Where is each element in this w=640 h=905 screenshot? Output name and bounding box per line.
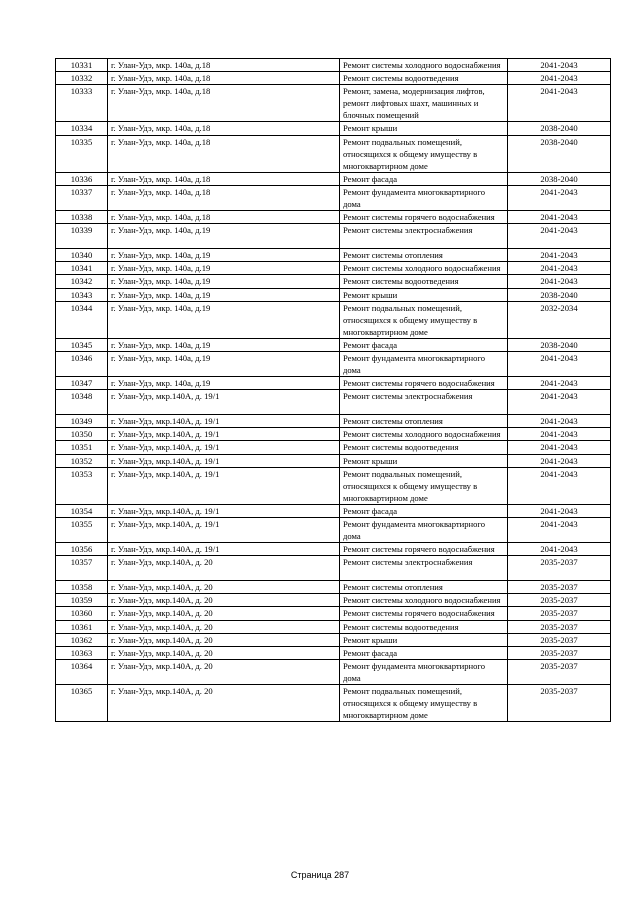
address-cell: г. Улан-Удэ, мкр. 140а, д.18 — [108, 211, 340, 224]
row-number: 10334 — [56, 122, 108, 135]
period-cell: 2041-2043 — [508, 59, 611, 72]
work-type-cell: Ремонт фасада — [340, 338, 508, 351]
period-cell: 2041-2043 — [508, 377, 611, 390]
table-row — [56, 467, 611, 504]
work-type-cell: Ремонт крыши — [340, 454, 508, 467]
period-cell: 2035-2037 — [508, 633, 611, 646]
address-cell: г. Улан-Удэ, мкр. 140а, д.19 — [108, 262, 340, 275]
work-type-cell: Ремонт системы горячего водоснабжения — [340, 607, 508, 620]
table-row — [56, 122, 611, 135]
table-row — [56, 85, 611, 122]
period-cell: 2041-2043 — [508, 72, 611, 85]
address-cell: г. Улан-Удэ, мкр. 140а, д.19 — [108, 275, 340, 288]
address-cell: г. Улан-Удэ, мкр. 140а, д.19 — [108, 224, 340, 249]
row-number: 10332 — [56, 72, 108, 85]
row-number: 10341 — [56, 262, 108, 275]
table-row — [56, 504, 611, 517]
work-type-cell: Ремонт подвальных помещений, относящихся к общему имуществу в многоквартирном доме — [340, 301, 508, 338]
work-type-cell: Ремонт системы водоотведения — [340, 72, 508, 85]
row-number: 10335 — [56, 135, 108, 172]
row-number: 10337 — [56, 185, 108, 210]
page-number: Страница 287 — [290, 870, 350, 880]
period-cell: 2041-2043 — [508, 390, 611, 415]
work-type-cell: Ремонт системы холодного водоснабжения — [340, 594, 508, 607]
period-cell: 2041-2043 — [508, 85, 611, 122]
table-row — [56, 390, 611, 415]
address-cell: г. Улан-Удэ, мкр.140А, д. 19/1 — [108, 428, 340, 441]
table-row — [56, 543, 611, 556]
address-cell: г. Улан-Удэ, мкр.140А, д. 19/1 — [108, 467, 340, 504]
work-type-cell: Ремонт системы электроснабжения — [340, 390, 508, 415]
period-cell: 2041-2043 — [508, 262, 611, 275]
work-type-cell: Ремонт подвальных помещений, относящихся к общему имуществу в многоквартирном доме — [340, 685, 508, 722]
period-cell: 2038-2040 — [508, 338, 611, 351]
period-cell: 2041-2043 — [508, 224, 611, 249]
period-cell: 2041-2043 — [508, 185, 611, 210]
row-number: 10363 — [56, 646, 108, 659]
row-number: 10355 — [56, 518, 108, 543]
row-number: 10358 — [56, 581, 108, 594]
address-cell: г. Улан-Удэ, мкр.140А, д. 20 — [108, 659, 340, 684]
row-number: 10357 — [56, 556, 108, 581]
table-row — [56, 659, 611, 684]
address-cell: г. Улан-Удэ, мкр. 140а, д.18 — [108, 185, 340, 210]
work-type-cell: Ремонт системы отопления — [340, 415, 508, 428]
period-cell: 2041-2043 — [508, 467, 611, 504]
row-number: 10342 — [56, 275, 108, 288]
work-type-cell: Ремонт крыши — [340, 633, 508, 646]
row-number: 10349 — [56, 415, 108, 428]
table-row — [56, 556, 611, 581]
work-type-cell: Ремонт, замена, модернизация лифтов, ремонт лифтовых шахт, машинных и блочных помещений — [340, 85, 508, 122]
table-row — [56, 301, 611, 338]
table-row — [56, 185, 611, 210]
period-cell: 2041-2043 — [508, 543, 611, 556]
period-cell: 2035-2037 — [508, 646, 611, 659]
row-number: 10362 — [56, 633, 108, 646]
row-number: 10361 — [56, 620, 108, 633]
period-cell: 2041-2043 — [508, 211, 611, 224]
repair-schedule-table — [55, 58, 611, 722]
address-cell: г. Улан-Удэ, мкр. 140а, д.18 — [108, 172, 340, 185]
period-cell: 2035-2037 — [508, 685, 611, 722]
table-row — [56, 415, 611, 428]
work-type-cell: Ремонт фасада — [340, 172, 508, 185]
period-cell: 2032-2034 — [508, 301, 611, 338]
table-row — [56, 211, 611, 224]
work-type-cell: Ремонт системы водоотведения — [340, 275, 508, 288]
table-row — [56, 685, 611, 722]
period-cell: 2035-2037 — [508, 659, 611, 684]
work-type-cell: Ремонт системы холодного водоснабжения — [340, 59, 508, 72]
work-type-cell: Ремонт системы электроснабжения — [340, 556, 508, 581]
table-row — [56, 262, 611, 275]
address-cell: г. Улан-Удэ, мкр.140А, д. 19/1 — [108, 441, 340, 454]
work-type-cell: Ремонт фундамента многоквартирного дома — [340, 659, 508, 684]
table-row — [56, 454, 611, 467]
period-cell: 2041-2043 — [508, 441, 611, 454]
work-type-cell: Ремонт системы горячего водоснабжения — [340, 377, 508, 390]
period-cell: 2041-2043 — [508, 454, 611, 467]
row-number: 10351 — [56, 441, 108, 454]
address-cell: г. Улан-Удэ, мкр.140А, д. 20 — [108, 685, 340, 722]
work-type-cell: Ремонт подвальных помещений, относящихся к общему имуществу в многоквартирном доме — [340, 467, 508, 504]
work-type-cell: Ремонт системы отопления — [340, 581, 508, 594]
row-number: 10353 — [56, 467, 108, 504]
period-cell: 2038-2040 — [508, 288, 611, 301]
row-number: 10360 — [56, 607, 108, 620]
address-cell: г. Улан-Удэ, мкр.140А, д. 19/1 — [108, 454, 340, 467]
row-number: 10365 — [56, 685, 108, 722]
row-number: 10359 — [56, 594, 108, 607]
address-cell: г. Улан-Удэ, мкр.140А, д. 20 — [108, 620, 340, 633]
address-cell: г. Улан-Удэ, мкр.140А, д. 19/1 — [108, 543, 340, 556]
row-number: 10364 — [56, 659, 108, 684]
table-row — [56, 441, 611, 454]
row-number: 10333 — [56, 85, 108, 122]
row-number: 10345 — [56, 338, 108, 351]
address-cell: г. Улан-Удэ, мкр. 140а, д.19 — [108, 377, 340, 390]
period-cell: 2035-2037 — [508, 594, 611, 607]
period-cell: 2041-2043 — [508, 351, 611, 376]
row-number: 10343 — [56, 288, 108, 301]
address-cell: г. Улан-Удэ, мкр. 140а, д.18 — [108, 122, 340, 135]
table-row — [56, 351, 611, 376]
period-cell: 2041-2043 — [508, 504, 611, 517]
address-cell: г. Улан-Удэ, мкр. 140а, д.18 — [108, 85, 340, 122]
row-number: 10331 — [56, 59, 108, 72]
work-type-cell: Ремонт фасада — [340, 504, 508, 517]
table-row — [56, 377, 611, 390]
work-type-cell: Ремонт фундамента многоквартирного дома — [340, 518, 508, 543]
table-row — [56, 249, 611, 262]
address-cell: г. Улан-Удэ, мкр.140А, д. 20 — [108, 607, 340, 620]
address-cell: г. Улан-Удэ, мкр.140А, д. 20 — [108, 633, 340, 646]
row-number: 10336 — [56, 172, 108, 185]
work-type-cell: Ремонт крыши — [340, 122, 508, 135]
row-number: 10338 — [56, 211, 108, 224]
address-cell: г. Улан-Удэ, мкр. 140а, д.19 — [108, 301, 340, 338]
table-row — [56, 224, 611, 249]
row-number: 10348 — [56, 390, 108, 415]
table-body — [56, 59, 611, 722]
table-row — [56, 633, 611, 646]
table-row — [56, 72, 611, 85]
period-cell: 2038-2040 — [508, 135, 611, 172]
period-cell: 2035-2037 — [508, 581, 611, 594]
table-row — [56, 620, 611, 633]
address-cell: г. Улан-Удэ, мкр. 140а, д.19 — [108, 338, 340, 351]
row-number: 10344 — [56, 301, 108, 338]
address-cell: г. Улан-Удэ, мкр.140А, д. 19/1 — [108, 504, 340, 517]
address-cell: г. Улан-Удэ, мкр. 140а, д.18 — [108, 135, 340, 172]
work-type-cell: Ремонт крыши — [340, 288, 508, 301]
table-row — [56, 59, 611, 72]
work-type-cell: Ремонт системы отопления — [340, 249, 508, 262]
period-cell: 2041-2043 — [508, 415, 611, 428]
work-type-cell: Ремонт системы электроснабжения — [340, 224, 508, 249]
row-number: 10347 — [56, 377, 108, 390]
row-number: 10346 — [56, 351, 108, 376]
table-row — [56, 288, 611, 301]
work-type-cell: Ремонт фасада — [340, 646, 508, 659]
work-type-cell: Ремонт системы водоотведения — [340, 441, 508, 454]
period-cell: 2041-2043 — [508, 428, 611, 441]
address-cell: г. Улан-Удэ, мкр.140А, д. 20 — [108, 556, 340, 581]
address-cell: г. Улан-Удэ, мкр.140А, д. 19/1 — [108, 415, 340, 428]
address-cell: г. Улан-Удэ, мкр.140А, д. 20 — [108, 594, 340, 607]
period-cell: 2035-2037 — [508, 607, 611, 620]
table-row — [56, 172, 611, 185]
address-cell: г. Улан-Удэ, мкр.140А, д. 20 — [108, 646, 340, 659]
row-number: 10350 — [56, 428, 108, 441]
table-row — [56, 135, 611, 172]
period-cell: 2041-2043 — [508, 275, 611, 288]
address-cell: г. Улан-Удэ, мкр.140А, д. 20 — [108, 581, 340, 594]
period-cell: 2041-2043 — [508, 518, 611, 543]
row-number: 10340 — [56, 249, 108, 262]
work-type-cell: Ремонт системы горячего водоснабжения — [340, 543, 508, 556]
work-type-cell: Ремонт системы холодного водоснабжения — [340, 262, 508, 275]
address-cell: г. Улан-Удэ, мкр.140А, д. 19/1 — [108, 518, 340, 543]
period-cell: 2035-2037 — [508, 620, 611, 633]
work-type-cell: Ремонт фундамента многоквартирного дома — [340, 185, 508, 210]
work-type-cell: Ремонт системы водоотведения — [340, 620, 508, 633]
table-row — [56, 581, 611, 594]
address-cell: г. Улан-Удэ, мкр. 140а, д.19 — [108, 288, 340, 301]
work-type-cell: Ремонт системы горячего водоснабжения — [340, 211, 508, 224]
period-cell: 2038-2040 — [508, 122, 611, 135]
address-cell: г. Улан-Удэ, мкр.140А, д. 19/1 — [108, 390, 340, 415]
address-cell: г. Улан-Удэ, мкр. 140а, д.18 — [108, 72, 340, 85]
table-row — [56, 338, 611, 351]
work-type-cell: Ремонт подвальных помещений, относящихся к общему имуществу в многоквартирном доме — [340, 135, 508, 172]
table-row — [56, 428, 611, 441]
row-number: 10354 — [56, 504, 108, 517]
period-cell: 2038-2040 — [508, 172, 611, 185]
row-number: 10356 — [56, 543, 108, 556]
address-cell: г. Улан-Удэ, мкр. 140а, д.18 — [108, 59, 340, 72]
address-cell: г. Улан-Удэ, мкр. 140а, д.19 — [108, 351, 340, 376]
table-row — [56, 594, 611, 607]
row-number: 10352 — [56, 454, 108, 467]
table-row — [56, 518, 611, 543]
address-cell: г. Улан-Удэ, мкр. 140а, д.19 — [108, 249, 340, 262]
work-type-cell: Ремонт системы холодного водоснабжения — [340, 428, 508, 441]
period-cell: 2041-2043 — [508, 249, 611, 262]
table-row — [56, 607, 611, 620]
table-row — [56, 646, 611, 659]
work-type-cell: Ремонт фундамента многоквартирного дома — [340, 351, 508, 376]
period-cell: 2035-2037 — [508, 556, 611, 581]
row-number: 10339 — [56, 224, 108, 249]
table-row — [56, 275, 611, 288]
